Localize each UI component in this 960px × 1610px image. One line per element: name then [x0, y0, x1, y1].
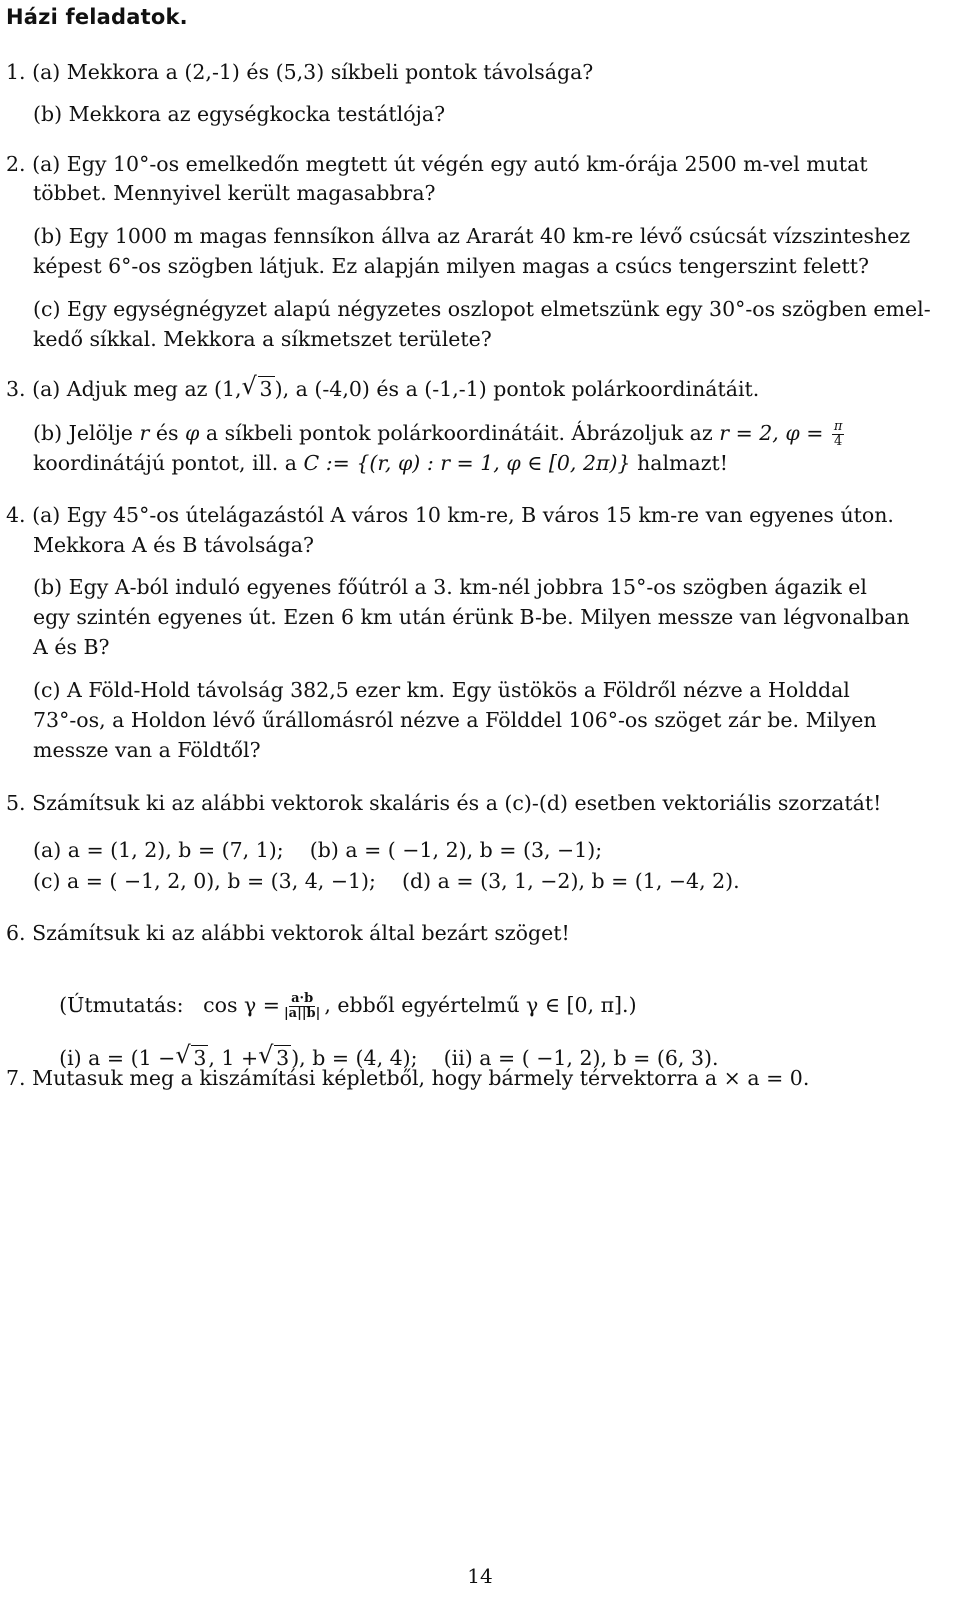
hint-prefix: (Útmutatás: cos γ = — [59, 993, 280, 1017]
problem-2b-line2: képest 6°-os szögben látjuk. Ez alapján milyen magas a csúcs tengerszint felett? — [33, 254, 869, 278]
vector-i-suffix: ), b = (4, 4); (ii) a = ( −1, 2), b = (6, 3). — [291, 1046, 719, 1070]
sqrt-symbol — [244, 374, 275, 404]
sqrt-radicand: 3 — [259, 377, 273, 401]
vector-i-mid: , 1 + — [208, 1046, 259, 1070]
problem-3b-text: (b) Jelölje — [33, 421, 133, 445]
problem-3a — [6, 374, 759, 404]
hint-suffix: , ebből egyértelmű γ ∈ [0, π].) — [324, 993, 637, 1017]
fraction-numerator: π — [833, 419, 843, 434]
problem-4b-line2: egy szintén egyenes út. Ezen 6 km után érünk B-be. Milyen messze van légvonalban — [33, 605, 910, 629]
fraction-pi-over-4 — [832, 420, 845, 449]
problem-4c-line1: (c) A Föld-Hold távolság 382,5 ezer km. Egy üstökös a Földről nézve a Holddal — [33, 678, 850, 702]
problem-7: 7. Mutasuk meg a kiszámítási képletből, hogy bármely térvektorra a × a = 0. — [6, 1066, 810, 1090]
problem-4b-line3: A és B? — [33, 635, 110, 659]
math-phi: φ — [185, 421, 200, 445]
problem-1b: (b) Mekkora az egységkocka testátlója? — [33, 102, 446, 126]
problem-5-row1: (a) a = (1, 2), b = (7, 1); (b) a = ( −1, 2), b = (3, −1); — [33, 838, 603, 862]
page-title: Házi feladatok. — [6, 5, 188, 29]
vector-i-prefix: (i) a = (1 − — [59, 1046, 176, 1070]
math-set: C := {(r, φ) : r = 1, φ ∈ [0, 2π)} — [303, 451, 631, 475]
problem-2b-line1: (b) Egy 1000 m magas fennsíkon állva az Ararát 40 km-re lévő csúcsát vízszinteshez — [33, 224, 911, 248]
problem-4a-line1: 4. (a) Egy 45°-os útelágazástól A város 10 km-re, B város 15 km-re van egyenes úton. — [6, 503, 894, 527]
problem-5-row2: (c) a = ( −1, 2, 0), b = (3, 4, −1); (d) a = (3, 1, −2), b = (1, −4, 2). — [33, 869, 740, 893]
problem-2c-line1: (c) Egy egységnégyzet alapú négyzetes oszlopot elmetszünk egy 30°-os szögben emel- — [33, 297, 931, 321]
problem-5-intro: 5. Számítsuk ki az alábbi vektorok skaláris és a (c)-(d) esetben vektoriális szorzatát! — [6, 791, 882, 815]
page-number: 14 — [467, 1564, 493, 1588]
problem-4c-line2: 73°-os, a Holdon lévő űrállomásról nézve a Földdel 106°-os szöget zár be. Milyen — [33, 708, 877, 732]
problem-3b-text: a síkbeli pontok polárkoordinátáit. Ábrázoljuk az — [205, 421, 713, 445]
fraction-denominator: |a||b| — [283, 1006, 321, 1021]
problem-3b-text: halmazt! — [637, 451, 728, 475]
problem-3b-text: és — [155, 421, 179, 445]
problem-4b-line1: (b) Egy A-ból induló egyenes főútról a 3. km-nél jobbra 15°-os szögben ágazik el — [33, 575, 867, 599]
fraction-numerator: a·b — [291, 991, 314, 1006]
math-equation: r = 2, φ = — [719, 421, 824, 445]
problem-3b-line2 — [33, 448, 728, 478]
problem-2a-line1: 2. (a) Egy 10°-os emelkedőn megtett út végén egy autó km-órája 2500 m-vel mutat — [6, 152, 868, 176]
problem-3a-prefix: 3. (a) Adjuk meg az (1, — [6, 377, 242, 401]
problem-3b-text: koordinátájú pontot, ill. a — [33, 451, 297, 475]
problem-6-intro: 6. Számítsuk ki az alábbi vektorok által bezárt szöget! — [6, 921, 570, 945]
problem-2c-line2: kedő síkkal. Mekkora a síkmetszet területe? — [33, 327, 492, 351]
problem-4c-line3: messze van a Földtől? — [33, 738, 261, 762]
problem-2a-line2: többet. Mennyivel került magasabbra? — [33, 181, 436, 205]
problem-3a-suffix: ), a (-4,0) és a (-1,-1) pontok polárkoordinátáit. — [274, 377, 760, 401]
problem-4a-line2: Mekkora A és B távolsága? — [33, 533, 314, 557]
problem-1a: 1. (a) Mekkora a (2,-1) és (5,3) síkbeli pontok távolsága? — [6, 60, 594, 84]
math-r: r — [139, 421, 150, 445]
fraction-denominator: 4 — [834, 434, 843, 449]
problem-3b-line1 — [33, 418, 846, 449]
sqrt-radicand: 3 — [193, 1046, 207, 1070]
sqrt-radicand: 3 — [276, 1046, 290, 1070]
